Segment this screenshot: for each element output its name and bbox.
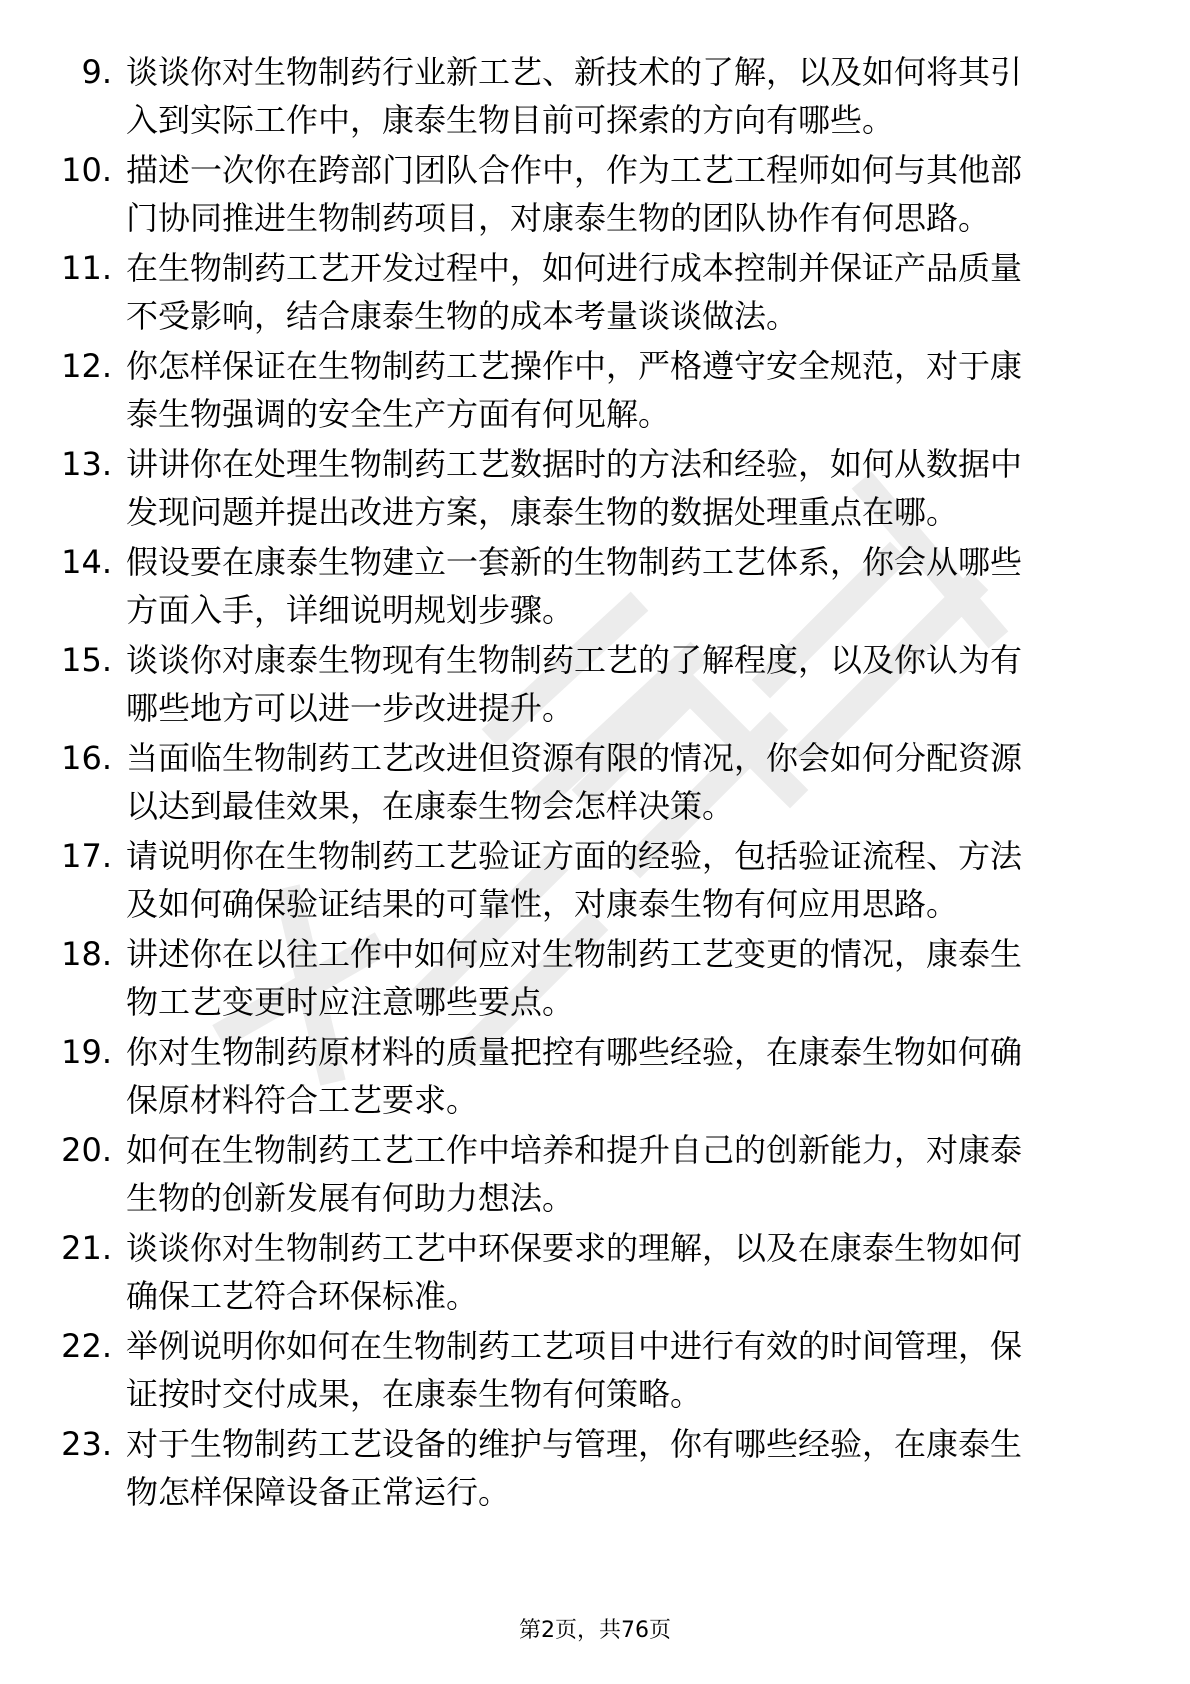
question-number: 13.	[61, 445, 112, 483]
question-text	[126, 930, 1126, 1026]
question-text-line: 你怎样保证在生物制药工艺操作中，严格遵守安全规范，对于康	[126, 347, 1023, 385]
question-number: 15.	[61, 641, 112, 679]
question-item	[0, 342, 1190, 438]
question-item	[0, 538, 1190, 634]
question-text	[126, 146, 1126, 242]
question-item	[0, 832, 1190, 928]
question-text-line: 谈谈你对生物制药工艺中环保要求的理解，以及在康泰生物如何	[126, 1229, 1023, 1267]
question-text	[126, 1322, 1126, 1418]
question-text	[126, 1420, 1126, 1516]
question-text-line: 你对生物制药原材料的质量把控有哪些经验，在康泰生物如何确	[126, 1033, 1023, 1071]
question-item	[0, 734, 1190, 830]
question-item	[0, 146, 1190, 242]
question-number: 12.	[61, 347, 112, 385]
question-item	[0, 48, 1190, 144]
question-text-line: 谈谈你对康泰生物现有生物制药工艺的了解程度，以及你认为有	[126, 641, 1023, 679]
question-number: 17.	[61, 837, 112, 875]
page-number-footer: 第2页，共76页	[519, 1618, 671, 1643]
question-text-line: 如何在生物制药工艺工作中培养和提升自己的创新能力，对康泰	[126, 1131, 1023, 1169]
question-text-line: 在生物制药工艺开发过程中，如何进行成本控制并保证产品质量	[126, 249, 1023, 287]
question-number: 10.	[61, 151, 112, 189]
question-number: 14.	[61, 543, 112, 581]
question-text-line: 证按时交付成果，在康泰生物有何策略。	[126, 1375, 703, 1413]
question-text-line: 谈谈你对生物制药行业新工艺、新技术的了解，以及如何将其引	[126, 53, 1023, 91]
question-text-line: 讲讲你在处理生物制药工艺数据时的方法和经验，如何从数据中	[126, 445, 1023, 483]
question-text-line: 举例说明你如何在生物制药工艺项目中进行有效的时间管理，保	[126, 1327, 1023, 1365]
question-text	[126, 734, 1126, 830]
question-item	[0, 1126, 1190, 1222]
question-number: 9.	[81, 53, 112, 91]
question-item	[0, 440, 1190, 536]
question-text-line: 门协同推进生物制药项目，对康泰生物的团队协作有何思路。	[126, 199, 991, 237]
question-number: 20.	[61, 1131, 112, 1169]
question-number: 18.	[61, 935, 112, 973]
question-text-line: 泰生物强调的安全生产方面有何见解。	[126, 395, 671, 433]
question-text-line: 当面临生物制药工艺改进但资源有限的情况，你会如何分配资源	[126, 739, 1023, 777]
question-item	[0, 244, 1190, 340]
question-text-line: 物工艺变更时应注意哪些要点。	[126, 983, 575, 1021]
question-text-line: 保原材料符合工艺要求。	[126, 1081, 479, 1119]
question-item	[0, 1322, 1190, 1418]
question-item	[0, 636, 1190, 732]
question-text	[126, 1224, 1126, 1320]
question-text-line: 及如何确保验证结果的可靠性，对康泰生物有何应用思路。	[126, 885, 959, 923]
question-text-line: 方面入手，详细说明规划步骤。	[126, 591, 575, 629]
question-text-line: 假设要在康泰生物建立一套新的生物制药工艺体系，你会从哪些	[126, 543, 1023, 581]
question-text-line: 讲述你在以往工作中如何应对生物制药工艺变更的情况，康泰生	[126, 935, 1023, 973]
question-number: 11.	[61, 249, 112, 287]
question-text-line: 不受影响，结合康泰生物的成本考量谈谈做法。	[126, 297, 799, 335]
question-item	[0, 1028, 1190, 1124]
question-number: 22.	[61, 1327, 112, 1365]
question-text	[126, 48, 1126, 144]
question-text-line: 确保工艺符合环保标准。	[126, 1277, 479, 1315]
question-item	[0, 1420, 1190, 1516]
question-item	[0, 1224, 1190, 1320]
question-text	[126, 832, 1126, 928]
question-text-line: 生物的创新发展有何助力想法。	[126, 1179, 575, 1217]
question-text-line: 物怎样保障设备正常运行。	[126, 1473, 511, 1511]
question-text-line: 请说明你在生物制药工艺验证方面的经验，包括验证流程、方法	[126, 837, 1023, 875]
question-text-line: 以达到最佳效果，在康泰生物会怎样决策。	[126, 787, 735, 825]
question-text	[126, 1028, 1126, 1124]
question-text	[126, 636, 1126, 732]
question-text-line: 哪些地方可以进一步改进提升。	[126, 689, 575, 727]
question-number: 21.	[61, 1229, 112, 1267]
question-number: 19.	[61, 1033, 112, 1071]
question-text-line: 入到实际工作中，康泰生物目前可探索的方向有哪些。	[126, 101, 895, 139]
question-text-line: 描述一次你在跨部门团队合作中，作为工艺工程师如何与其他部	[126, 151, 1023, 189]
question-text-line: 对于生物制药工艺设备的维护与管理，你有哪些经验，在康泰生	[126, 1425, 1023, 1463]
question-item	[0, 930, 1190, 1026]
question-text	[126, 1126, 1126, 1222]
question-number: 23.	[61, 1425, 112, 1463]
question-number: 16.	[61, 739, 112, 777]
question-text	[126, 440, 1126, 536]
question-text-line: 发现问题并提出改进方案，康泰生物的数据处理重点在哪。	[126, 493, 959, 531]
question-text	[126, 538, 1126, 634]
question-text	[126, 342, 1126, 438]
question-text	[126, 244, 1126, 340]
